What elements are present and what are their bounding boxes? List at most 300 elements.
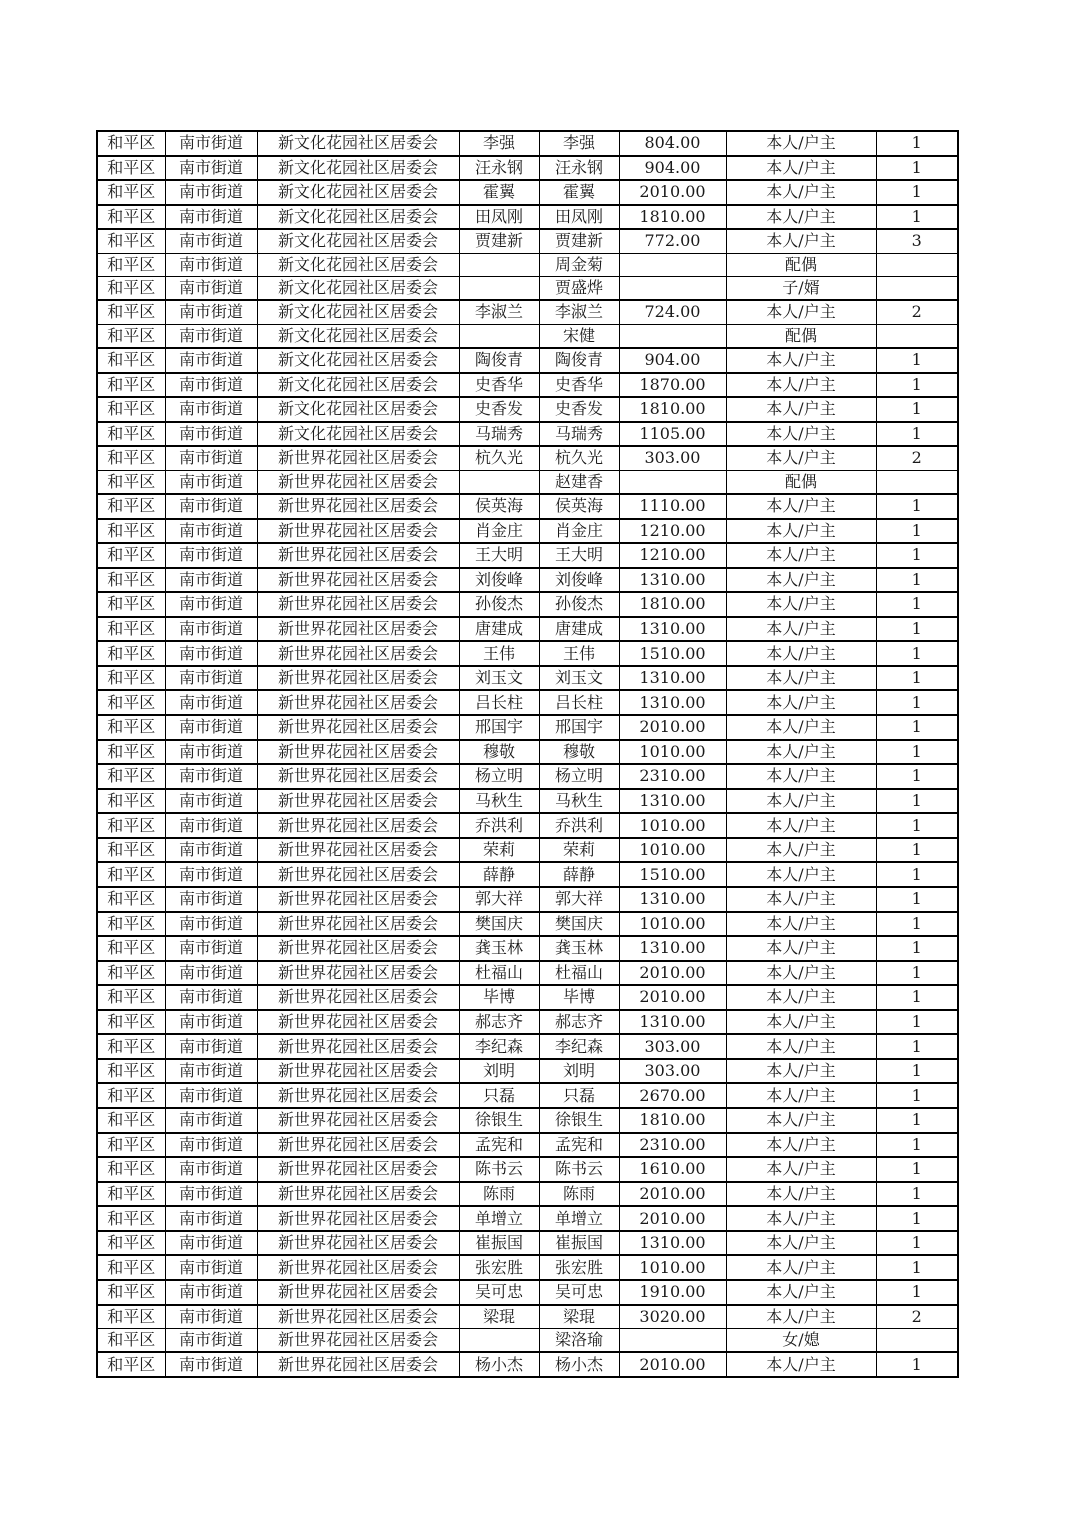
cell-householder-name: 吴可忠 (459, 1280, 539, 1305)
cell-household-size: 1 (876, 1083, 958, 1108)
cell-committee: 新世界花园社区居委会 (257, 1328, 459, 1352)
cell-member-name: 杨立明 (539, 764, 619, 789)
cell-householder-name: 贾建新 (459, 229, 539, 253)
cell-member-name: 刘玉文 (539, 666, 619, 691)
cell-household-size: 1 (876, 1352, 958, 1377)
cell-relation: 本人/户主 (726, 1280, 876, 1305)
cell-street: 南市街道 (165, 961, 257, 986)
cell-relation: 本人/户主 (726, 641, 876, 666)
cell-street: 南市街道 (165, 592, 257, 617)
cell-household-size: 1 (876, 1133, 958, 1158)
cell-household-size: 1 (876, 373, 958, 398)
cell-district: 和平区 (97, 470, 165, 494)
cell-street: 南市街道 (165, 1133, 257, 1158)
cell-relation: 本人/户主 (726, 1305, 876, 1329)
cell-amount: 1310.00 (619, 617, 726, 642)
table-body (97, 131, 958, 1377)
cell-householder-name: 史香华 (459, 373, 539, 398)
cell-street: 南市街道 (165, 300, 257, 324)
cell-street: 南市街道 (165, 543, 257, 568)
cell-relation: 本人/户主 (726, 985, 876, 1010)
cell-amount: 1870.00 (619, 373, 726, 398)
cell-committee: 新世界花园社区居委会 (257, 617, 459, 642)
cell-amount: 2310.00 (619, 764, 726, 789)
cell-member-name: 穆敬 (539, 740, 619, 765)
cell-district: 和平区 (97, 1108, 165, 1133)
table-row (97, 324, 958, 348)
cell-amount: 2670.00 (619, 1083, 726, 1108)
cell-householder-name: 单增立 (459, 1206, 539, 1231)
cell-relation: 本人/户主 (726, 1059, 876, 1084)
cell-member-name: 邢国宇 (539, 715, 619, 740)
cell-amount: 1110.00 (619, 494, 726, 519)
cell-committee: 新世界花园社区居委会 (257, 936, 459, 961)
cell-household-size: 1 (876, 1108, 958, 1133)
cell-amount: 3020.00 (619, 1305, 726, 1329)
document-page (96, 130, 959, 1378)
cell-relation: 本人/户主 (726, 813, 876, 838)
cell-member-name: 周金菊 (539, 253, 619, 276)
cell-household-size: 1 (876, 205, 958, 230)
cell-householder-name: 吕长柱 (459, 690, 539, 715)
cell-household-size: 1 (876, 961, 958, 986)
table-row (97, 156, 958, 181)
cell-amount (619, 253, 726, 276)
cell-household-size: 1 (876, 764, 958, 789)
cell-relation: 本人/户主 (726, 568, 876, 593)
cell-street: 南市街道 (165, 446, 257, 470)
cell-district: 和平区 (97, 592, 165, 617)
resident-subsidy-table (96, 130, 959, 1378)
cell-committee: 新世界花园社区居委会 (257, 1010, 459, 1035)
cell-household-size: 1 (876, 641, 958, 666)
table-row (97, 641, 958, 666)
table-row (97, 543, 958, 568)
cell-member-name: 只磊 (539, 1083, 619, 1108)
cell-amount (619, 276, 726, 300)
table-row (97, 666, 958, 691)
cell-street: 南市街道 (165, 813, 257, 838)
cell-district: 和平区 (97, 715, 165, 740)
cell-committee: 新文化花园社区居委会 (257, 205, 459, 230)
cell-amount: 904.00 (619, 348, 726, 373)
cell-district: 和平区 (97, 324, 165, 348)
cell-amount: 303.00 (619, 1034, 726, 1059)
cell-street: 南市街道 (165, 1280, 257, 1305)
cell-street: 南市街道 (165, 205, 257, 230)
cell-member-name: 汪永钢 (539, 156, 619, 181)
cell-district: 和平区 (97, 180, 165, 205)
cell-relation: 本人/户主 (726, 494, 876, 519)
cell-district: 和平区 (97, 1206, 165, 1231)
cell-amount: 2010.00 (619, 1206, 726, 1231)
cell-householder-name: 薛静 (459, 862, 539, 887)
cell-district: 和平区 (97, 1083, 165, 1108)
cell-committee: 新世界花园社区居委会 (257, 887, 459, 912)
cell-relation: 本人/户主 (726, 422, 876, 447)
cell-relation: 本人/户主 (726, 789, 876, 814)
cell-household-size (876, 253, 958, 276)
cell-household-size: 3 (876, 229, 958, 253)
cell-street: 南市街道 (165, 397, 257, 422)
cell-household-size: 1 (876, 180, 958, 205)
cell-householder-name: 只磊 (459, 1083, 539, 1108)
table-row (97, 180, 958, 205)
cell-relation: 本人/户主 (726, 229, 876, 253)
cell-household-size: 1 (876, 1157, 958, 1182)
cell-district: 和平区 (97, 543, 165, 568)
cell-committee: 新世界花园社区居委会 (257, 961, 459, 986)
cell-relation: 本人/户主 (726, 961, 876, 986)
table-row (97, 1305, 958, 1329)
table-row (97, 961, 958, 986)
cell-committee: 新文化花园社区居委会 (257, 324, 459, 348)
cell-household-size: 1 (876, 740, 958, 765)
cell-member-name: 李纪森 (539, 1034, 619, 1059)
cell-member-name: 孟宪和 (539, 1133, 619, 1158)
cell-relation: 本人/户主 (726, 764, 876, 789)
cell-amount: 1310.00 (619, 936, 726, 961)
cell-householder-name (459, 470, 539, 494)
cell-district: 和平区 (97, 1133, 165, 1158)
cell-committee: 新文化花园社区居委会 (257, 422, 459, 447)
cell-district: 和平区 (97, 422, 165, 447)
cell-householder-name: 郝志齐 (459, 1010, 539, 1035)
cell-householder-name: 马秋生 (459, 789, 539, 814)
cell-amount: 724.00 (619, 300, 726, 324)
cell-street: 南市街道 (165, 324, 257, 348)
cell-district: 和平区 (97, 397, 165, 422)
cell-member-name: 孙俊杰 (539, 592, 619, 617)
cell-relation: 女/媳 (726, 1328, 876, 1352)
cell-member-name: 马秋生 (539, 789, 619, 814)
cell-householder-name: 汪永钢 (459, 156, 539, 181)
cell-relation: 本人/户主 (726, 740, 876, 765)
cell-district: 和平区 (97, 1305, 165, 1329)
table-row (97, 1010, 958, 1035)
cell-householder-name (459, 253, 539, 276)
table-row (97, 715, 958, 740)
cell-street: 南市街道 (165, 1255, 257, 1280)
cell-street: 南市街道 (165, 887, 257, 912)
table-row (97, 446, 958, 470)
table-row (97, 1059, 958, 1084)
cell-district: 和平区 (97, 936, 165, 961)
table-row (97, 1280, 958, 1305)
cell-relation: 配偶 (726, 470, 876, 494)
cell-householder-name: 陈书云 (459, 1157, 539, 1182)
cell-member-name: 龚玉林 (539, 936, 619, 961)
cell-relation: 本人/户主 (726, 1255, 876, 1280)
cell-householder-name: 马瑞秀 (459, 422, 539, 447)
cell-household-size: 1 (876, 1280, 958, 1305)
cell-householder-name: 陶俊青 (459, 348, 539, 373)
table-row (97, 373, 958, 398)
cell-district: 和平区 (97, 494, 165, 519)
table-row (97, 617, 958, 642)
cell-relation: 本人/户主 (726, 715, 876, 740)
cell-district: 和平区 (97, 641, 165, 666)
cell-street: 南市街道 (165, 253, 257, 276)
cell-member-name: 梁琨 (539, 1305, 619, 1329)
cell-member-name: 郝志齐 (539, 1010, 619, 1035)
table-row (97, 205, 958, 230)
cell-amount: 1310.00 (619, 887, 726, 912)
cell-amount: 2010.00 (619, 715, 726, 740)
cell-relation: 本人/户主 (726, 1352, 876, 1377)
cell-street: 南市街道 (165, 740, 257, 765)
cell-household-size: 1 (876, 1206, 958, 1231)
cell-relation: 本人/户主 (726, 1157, 876, 1182)
cell-street: 南市街道 (165, 229, 257, 253)
cell-householder-name: 刘俊峰 (459, 568, 539, 593)
cell-relation: 本人/户主 (726, 1010, 876, 1035)
cell-committee: 新世界花园社区居委会 (257, 1352, 459, 1377)
cell-amount: 1210.00 (619, 519, 726, 544)
cell-district: 和平区 (97, 789, 165, 814)
table-row (97, 131, 958, 156)
cell-district: 和平区 (97, 1280, 165, 1305)
cell-relation: 本人/户主 (726, 887, 876, 912)
cell-household-size: 1 (876, 397, 958, 422)
cell-committee: 新世界花园社区居委会 (257, 543, 459, 568)
cell-householder-name: 郭大祥 (459, 887, 539, 912)
cell-householder-name: 毕博 (459, 985, 539, 1010)
cell-household-size: 1 (876, 1255, 958, 1280)
cell-household-size: 1 (876, 543, 958, 568)
cell-committee: 新世界花园社区居委会 (257, 1034, 459, 1059)
cell-member-name: 宋健 (539, 324, 619, 348)
cell-amount: 2010.00 (619, 961, 726, 986)
cell-amount: 1310.00 (619, 1010, 726, 1035)
table-row (97, 1133, 958, 1158)
cell-street: 南市街道 (165, 131, 257, 156)
cell-householder-name: 王伟 (459, 641, 539, 666)
cell-household-size (876, 276, 958, 300)
cell-householder-name: 陈雨 (459, 1182, 539, 1207)
cell-householder-name: 杨小杰 (459, 1352, 539, 1377)
cell-amount: 1105.00 (619, 422, 726, 447)
cell-street: 南市街道 (165, 1206, 257, 1231)
cell-street: 南市街道 (165, 1328, 257, 1352)
cell-relation: 本人/户主 (726, 936, 876, 961)
cell-district: 和平区 (97, 373, 165, 398)
cell-member-name: 贾建新 (539, 229, 619, 253)
cell-amount: 1010.00 (619, 1255, 726, 1280)
table-row (97, 838, 958, 863)
cell-district: 和平区 (97, 887, 165, 912)
cell-member-name: 杜福山 (539, 961, 619, 986)
cell-district: 和平区 (97, 838, 165, 863)
cell-district: 和平区 (97, 690, 165, 715)
cell-committee: 新世界花园社区居委会 (257, 666, 459, 691)
cell-relation: 配偶 (726, 324, 876, 348)
cell-district: 和平区 (97, 1010, 165, 1035)
cell-district: 和平区 (97, 961, 165, 986)
cell-committee: 新文化花园社区居委会 (257, 348, 459, 373)
cell-householder-name: 乔洪利 (459, 813, 539, 838)
cell-member-name: 唐建成 (539, 617, 619, 642)
cell-household-size: 1 (876, 789, 958, 814)
cell-member-name: 刘俊峰 (539, 568, 619, 593)
cell-householder-name: 梁琨 (459, 1305, 539, 1329)
cell-committee: 新文化花园社区居委会 (257, 156, 459, 181)
cell-member-name: 郭大祥 (539, 887, 619, 912)
cell-household-size: 1 (876, 690, 958, 715)
cell-amount: 1010.00 (619, 838, 726, 863)
cell-household-size: 1 (876, 936, 958, 961)
cell-committee: 新世界花园社区居委会 (257, 1280, 459, 1305)
table-row (97, 1083, 958, 1108)
table-row (97, 397, 958, 422)
cell-committee: 新世界花园社区居委会 (257, 519, 459, 544)
cell-committee: 新世界花园社区居委会 (257, 1108, 459, 1133)
cell-householder-name: 李纪森 (459, 1034, 539, 1059)
cell-householder-name: 杭久光 (459, 446, 539, 470)
table-row (97, 740, 958, 765)
cell-street: 南市街道 (165, 373, 257, 398)
cell-householder-name: 李淑兰 (459, 300, 539, 324)
cell-street: 南市街道 (165, 156, 257, 181)
cell-household-size: 1 (876, 912, 958, 937)
cell-street: 南市街道 (165, 912, 257, 937)
cell-street: 南市街道 (165, 936, 257, 961)
cell-amount: 2010.00 (619, 985, 726, 1010)
cell-householder-name: 张宏胜 (459, 1255, 539, 1280)
cell-district: 和平区 (97, 862, 165, 887)
cell-street: 南市街道 (165, 1083, 257, 1108)
cell-street: 南市街道 (165, 641, 257, 666)
cell-household-size: 1 (876, 1059, 958, 1084)
cell-household-size: 1 (876, 985, 958, 1010)
cell-committee: 新世界花园社区居委会 (257, 1059, 459, 1084)
cell-relation: 本人/户主 (726, 592, 876, 617)
cell-householder-name: 王大明 (459, 543, 539, 568)
cell-member-name: 王伟 (539, 641, 619, 666)
table-row (97, 470, 958, 494)
cell-household-size: 1 (876, 715, 958, 740)
cell-member-name: 毕博 (539, 985, 619, 1010)
cell-householder-name: 崔振国 (459, 1231, 539, 1256)
cell-member-name: 杨小杰 (539, 1352, 619, 1377)
table-row (97, 300, 958, 324)
cell-household-size: 2 (876, 446, 958, 470)
cell-committee: 新世界花园社区居委会 (257, 912, 459, 937)
cell-district: 和平区 (97, 1352, 165, 1377)
cell-member-name: 徐银生 (539, 1108, 619, 1133)
cell-district: 和平区 (97, 276, 165, 300)
cell-household-size: 1 (876, 131, 958, 156)
cell-district: 和平区 (97, 1328, 165, 1352)
table-row (97, 253, 958, 276)
cell-member-name: 侯英海 (539, 494, 619, 519)
cell-member-name: 乔洪利 (539, 813, 619, 838)
cell-relation: 本人/户主 (726, 1108, 876, 1133)
table-row (97, 568, 958, 593)
cell-member-name: 赵建香 (539, 470, 619, 494)
cell-member-name: 陶俊青 (539, 348, 619, 373)
cell-amount: 1010.00 (619, 912, 726, 937)
cell-relation: 本人/户主 (726, 397, 876, 422)
cell-amount: 1310.00 (619, 666, 726, 691)
table-row (97, 887, 958, 912)
cell-street: 南市街道 (165, 470, 257, 494)
cell-household-size: 1 (876, 1010, 958, 1035)
cell-committee: 新世界花园社区居委会 (257, 715, 459, 740)
cell-householder-name: 杜福山 (459, 961, 539, 986)
cell-householder-name: 田凤刚 (459, 205, 539, 230)
cell-relation: 本人/户主 (726, 205, 876, 230)
cell-household-size: 1 (876, 519, 958, 544)
cell-street: 南市街道 (165, 519, 257, 544)
cell-street: 南市街道 (165, 862, 257, 887)
cell-member-name: 张宏胜 (539, 1255, 619, 1280)
cell-committee: 新世界花园社区居委会 (257, 1206, 459, 1231)
cell-relation: 本人/户主 (726, 1206, 876, 1231)
cell-amount: 1010.00 (619, 740, 726, 765)
cell-committee: 新世界花园社区居委会 (257, 985, 459, 1010)
cell-district: 和平区 (97, 912, 165, 937)
table-row (97, 1352, 958, 1377)
cell-member-name: 李强 (539, 131, 619, 156)
cell-committee: 新世界花园社区居委会 (257, 446, 459, 470)
cell-district: 和平区 (97, 568, 165, 593)
cell-committee: 新世界花园社区居委会 (257, 1157, 459, 1182)
cell-district: 和平区 (97, 348, 165, 373)
cell-household-size: 1 (876, 156, 958, 181)
cell-member-name: 王大明 (539, 543, 619, 568)
table-row (97, 1328, 958, 1352)
cell-district: 和平区 (97, 446, 165, 470)
cell-committee: 新世界花园社区居委会 (257, 789, 459, 814)
cell-relation: 本人/户主 (726, 666, 876, 691)
cell-street: 南市街道 (165, 568, 257, 593)
cell-amount: 1310.00 (619, 1231, 726, 1256)
cell-member-name: 陈书云 (539, 1157, 619, 1182)
cell-relation: 本人/户主 (726, 131, 876, 156)
cell-member-name: 史香发 (539, 397, 619, 422)
cell-district: 和平区 (97, 1255, 165, 1280)
cell-district: 和平区 (97, 617, 165, 642)
cell-committee: 新世界花园社区居委会 (257, 1255, 459, 1280)
cell-committee: 新文化花园社区居委会 (257, 300, 459, 324)
cell-household-size: 2 (876, 1305, 958, 1329)
cell-household-size: 1 (876, 1231, 958, 1256)
cell-member-name: 吕长柱 (539, 690, 619, 715)
cell-street: 南市街道 (165, 985, 257, 1010)
cell-committee: 新世界花园社区居委会 (257, 813, 459, 838)
cell-relation: 本人/户主 (726, 373, 876, 398)
cell-householder-name: 徐银生 (459, 1108, 539, 1133)
cell-household-size: 1 (876, 1034, 958, 1059)
cell-relation: 本人/户主 (726, 1083, 876, 1108)
cell-householder-name: 刘明 (459, 1059, 539, 1084)
cell-household-size: 1 (876, 494, 958, 519)
cell-committee: 新世界花园社区居委会 (257, 1231, 459, 1256)
cell-amount: 1810.00 (619, 1108, 726, 1133)
cell-district: 和平区 (97, 1157, 165, 1182)
cell-member-name: 霍翼 (539, 180, 619, 205)
table-row (97, 1182, 958, 1207)
cell-householder-name: 史香发 (459, 397, 539, 422)
cell-relation: 本人/户主 (726, 1034, 876, 1059)
cell-householder-name: 杨立明 (459, 764, 539, 789)
cell-committee: 新世界花园社区居委会 (257, 690, 459, 715)
cell-relation: 本人/户主 (726, 348, 876, 373)
cell-street: 南市街道 (165, 1305, 257, 1329)
cell-member-name: 马瑞秀 (539, 422, 619, 447)
table-row (97, 862, 958, 887)
